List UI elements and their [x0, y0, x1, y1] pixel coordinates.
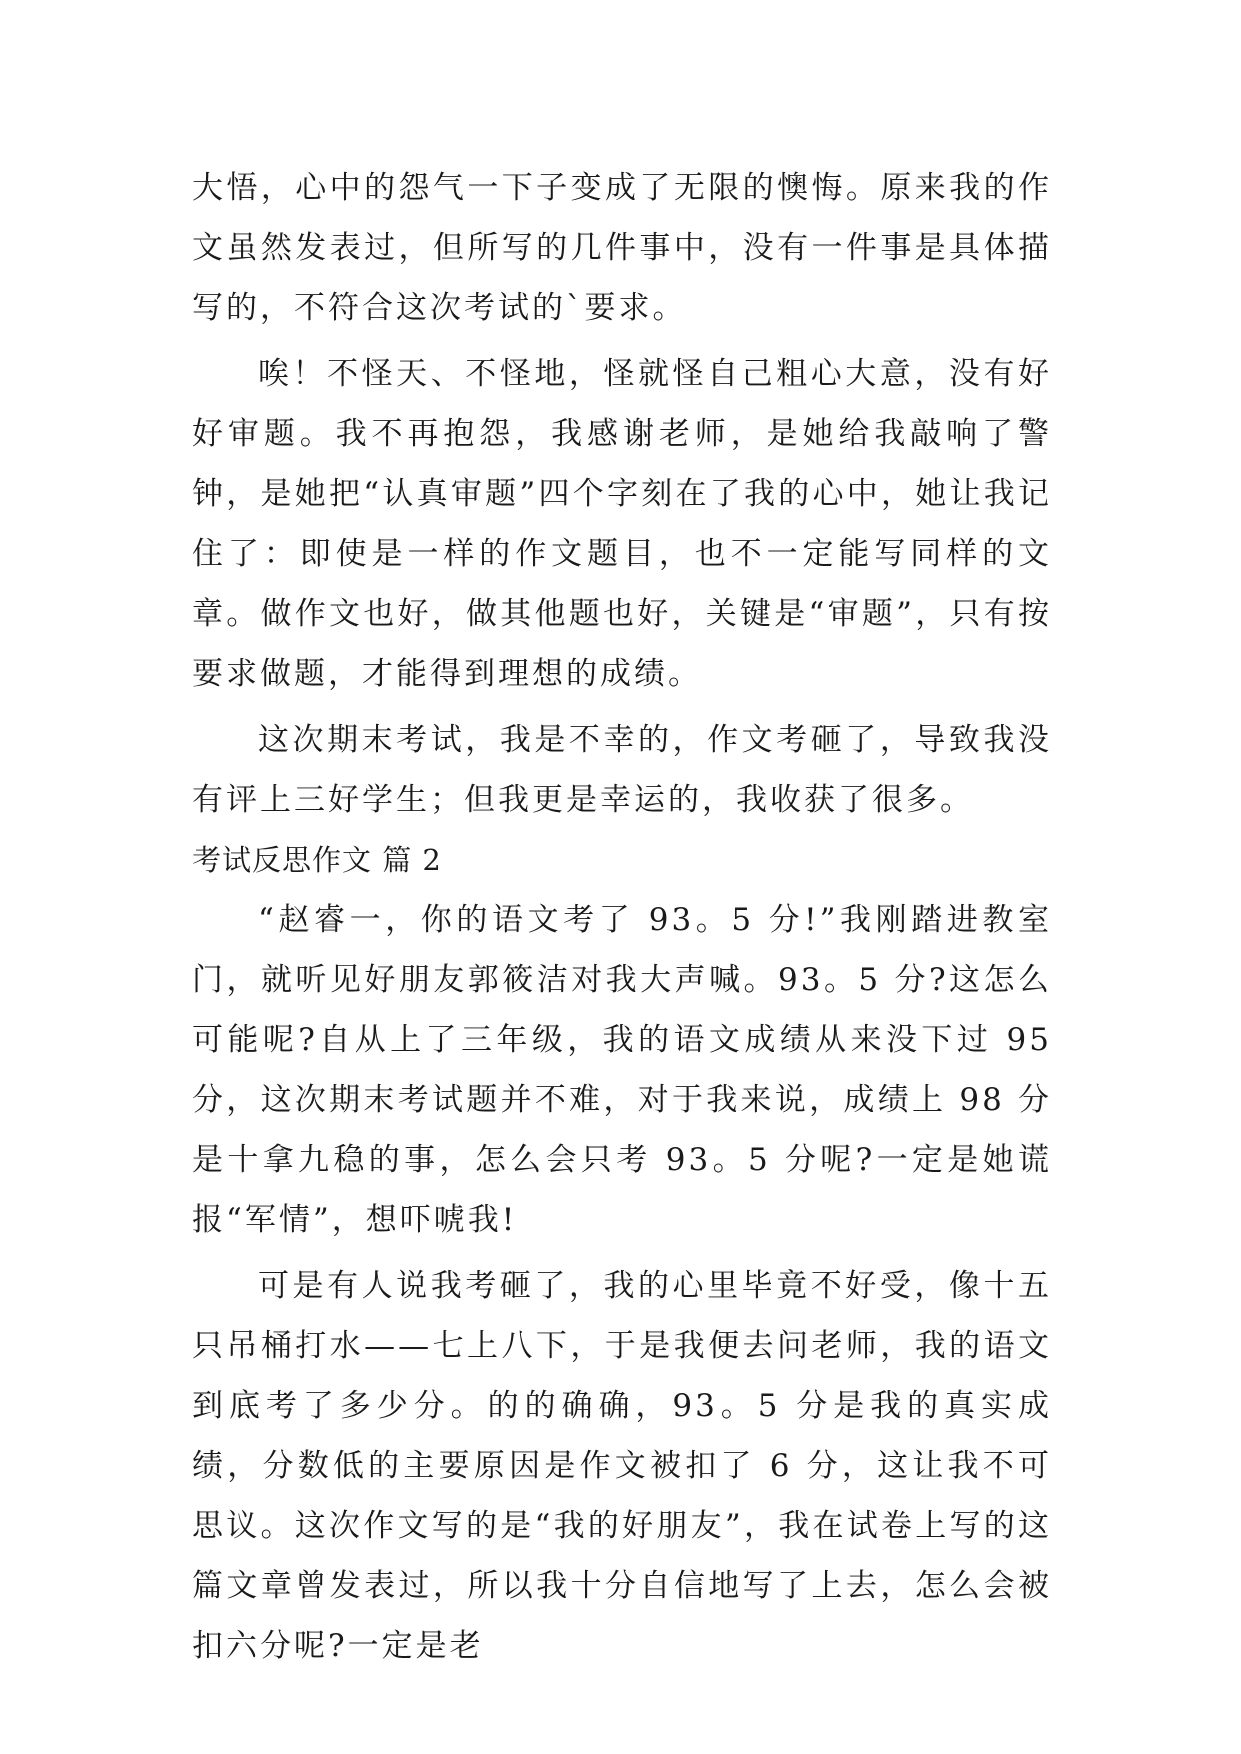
paragraph-2: 唉！不怪天、不怪地，怪就怪自己粗心大意，没有好好审题。我不再抱怨，我感谢老师，是她给我敲响了警钟，是她把“认真审题”四个字刻在了我的心中，她让我记住了：即使是一样的作文题目，也不一定能写同样的文章。做作文也好，做其他题也好，关键是“审题”，只有按要求做题，才能得到理想的成绩。: [192, 356, 1052, 692]
paragraph-3: 这次期末考试，我是不幸的，作文考砸了，导致我没有评上三好学生；但我更是幸运的，我收获了很多。: [192, 722, 1052, 818]
document-body: [192, 158, 1052, 1676]
paragraph-5: 可是有人说我考砸了，我的心里毕竟不好受，像十五只吊桶打水——七上八下，于是我便去问老师，我的语文到底考了多少分。的的确确，93。5 分是我的真实成绩，分数低的主要原因是作文被扣了 6 分，这让我不可思议。这次作文写的是“我的好朋友”，我在试卷上写的这篇文章曾发表过，所以我十分自信地写了上去，怎么会被扣六分呢?一定是老: [192, 1268, 1052, 1664]
paragraph-4: “赵睿一，你的语文考了 93。5 分!”我刚踏进教室门，就听见好朋友郭筱洁对我大声喊。93。5 分?这怎么可能呢?自从上了三年级，我的语文成绩从来没下过 95 分，这次期末考试题并不难，对于我来说，成绩上 98 分是十拿九稳的事，怎么会只考 93。5 分呢?一定是她谎报“军情”，想吓唬我!: [192, 902, 1052, 1238]
section-heading: 考试反思作文 篇 2: [192, 843, 442, 877]
paragraph-1: 大悟，心中的怨气一下子变成了无限的懊悔。原来我的作文虽然发表过，但所写的几件事中，没有一件事是具体描写的，不符合这次考试的`要求。: [192, 170, 1052, 326]
